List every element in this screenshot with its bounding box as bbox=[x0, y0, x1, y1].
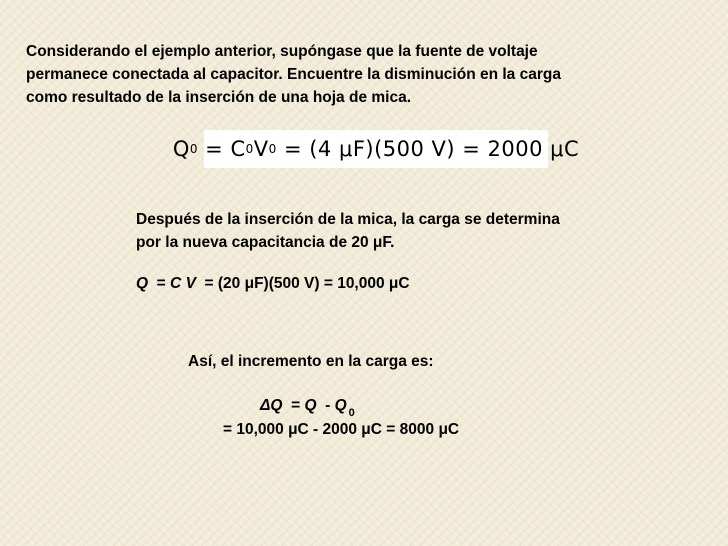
formula-q-subscript: 0 bbox=[189, 142, 198, 156]
formula-q: Q bbox=[172, 137, 190, 161]
delta-minus: - bbox=[316, 397, 335, 414]
eq-equals: = bbox=[148, 275, 171, 292]
formula-c: C bbox=[230, 137, 246, 161]
formula-rest: = (4 μF)(500 V) = 2000 μC bbox=[276, 137, 580, 161]
after-line-1: Después de la inserción de la mica, la carga se determina bbox=[136, 211, 560, 228]
delta-q: ΔQ bbox=[260, 397, 283, 414]
delta-equation bbox=[260, 397, 355, 419]
new-charge-equation bbox=[136, 275, 410, 293]
after-line-2: por la nueva capacitancia de 20 μF. bbox=[136, 234, 395, 251]
increment-label: Así, el incremento en la carga es: bbox=[188, 353, 434, 370]
eq-c: C bbox=[170, 275, 182, 292]
problem-line-2: permanece conectada al capacitor. Encuentre la disminución en la carga bbox=[26, 66, 561, 83]
eq-v: V bbox=[185, 275, 196, 292]
eq-q: Q bbox=[136, 275, 149, 292]
result-equation: = 10,000 μC - 2000 μC = 8000 μC bbox=[223, 421, 460, 438]
formula-v-subscript: 0 bbox=[268, 142, 277, 156]
formula-c-subscript: 0 bbox=[245, 142, 254, 156]
delta-q-final: Q bbox=[304, 397, 317, 414]
delta-equals: = bbox=[282, 397, 305, 414]
after-mica-paragraph bbox=[136, 208, 696, 254]
eq-rest: = (20 μF)(500 V) = 10,000 μC bbox=[195, 275, 410, 292]
delta-subscript: 0 bbox=[348, 407, 355, 419]
problem-statement bbox=[26, 40, 706, 109]
formula-equals: = bbox=[198, 137, 231, 161]
formula-v: V bbox=[253, 137, 269, 161]
initial-charge-formula bbox=[172, 130, 580, 168]
delta-q-initial: Q bbox=[334, 397, 347, 414]
problem-line-3: como resultado de la inserción de una hoja de mica. bbox=[26, 89, 412, 106]
problem-line-1: Considerando el ejemplo anterior, supóngase que la fuente de voltaje bbox=[26, 43, 538, 60]
